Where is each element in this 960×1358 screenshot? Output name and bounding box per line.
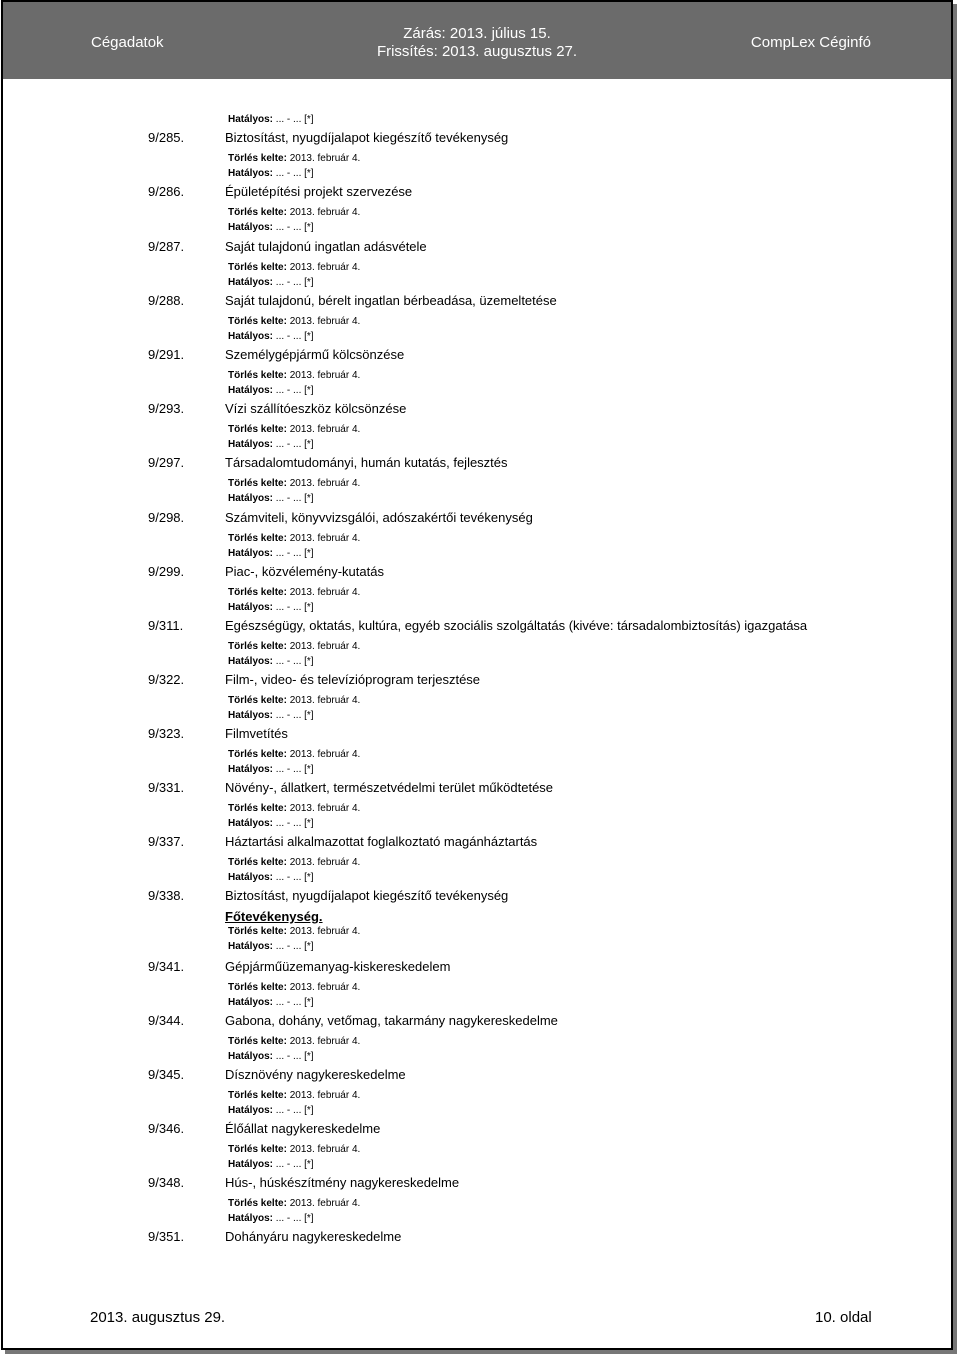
torles-label: Törlés kelte: <box>228 153 287 164</box>
torles-value: 2013. február 4. <box>289 803 361 814</box>
activity-title: Gabona, dohány, vetőmag, takarmány nagykereskedelme <box>225 1013 558 1028</box>
hatalyos-line <box>228 385 314 396</box>
hatalyos-line <box>228 656 314 667</box>
hatalyos-value: ... - ... [*] <box>275 277 314 288</box>
hatalyos-label: Hatályos: <box>228 114 274 125</box>
torles-label: Törlés kelte: <box>228 1198 287 1209</box>
hatalyos-line <box>228 872 314 883</box>
hatalyos-label: Hatályos: <box>228 941 274 952</box>
hatalyos-label: Hatályos: <box>228 656 274 667</box>
activity-title: Film-, video- és televízióprogram terjesztése <box>225 672 481 687</box>
torles-line <box>228 695 360 706</box>
torles-label: Törlés kelte: <box>228 803 287 814</box>
torles-line <box>228 641 360 652</box>
hatalyos-label: Hatályos: <box>228 548 274 559</box>
hatalyos-line <box>228 222 314 233</box>
torles-value: 2013. február 4. <box>289 370 361 381</box>
torles-value: 2013. február 4. <box>289 857 361 868</box>
torles-value: 2013. február 4. <box>289 1036 361 1047</box>
activity-title: Élőállat nagykereskedelme <box>225 1121 381 1136</box>
torles-value: 2013. február 4. <box>289 587 361 598</box>
activity-number: 9/286. <box>148 184 185 199</box>
activity-title: Saját tulajdonú ingatlan adásvétele <box>225 239 427 254</box>
torles-label: Törlés kelte: <box>228 478 287 489</box>
torles-label: Törlés kelte: <box>228 424 287 435</box>
hatalyos-line <box>228 1105 314 1116</box>
page-header <box>3 2 951 79</box>
activity-number: 9/344. <box>148 1013 185 1028</box>
activity-number: 9/345. <box>148 1067 185 1082</box>
hatalyos-line <box>228 818 314 829</box>
hatalyos-value: ... - ... [*] <box>275 222 314 233</box>
torles-value: 2013. február 4. <box>289 316 361 327</box>
torles-label: Törlés kelte: <box>228 641 287 652</box>
torles-line <box>228 1036 360 1047</box>
torles-line <box>228 1144 360 1155</box>
activity-number: 9/298. <box>148 510 185 525</box>
activity-title: Vízi szállítóeszköz kölcsönzése <box>225 401 407 416</box>
hatalyos-value: ... - ... [*] <box>275 114 314 125</box>
hatalyos-line <box>228 764 314 775</box>
torles-value: 2013. február 4. <box>289 1198 361 1209</box>
hatalyos-value: ... - ... [*] <box>275 1051 314 1062</box>
torles-line <box>228 982 360 993</box>
torles-value: 2013. február 4. <box>289 207 361 218</box>
hatalyos-value: ... - ... [*] <box>275 439 314 450</box>
hatalyos-line <box>228 331 314 342</box>
torles-value: 2013. február 4. <box>289 982 361 993</box>
activity-number: 9/293. <box>148 401 185 416</box>
activity-title: Egészségügy, oktatás, kultúra, egyéb szociális szolgáltatás (kivéve: társadalombiztosítás) igazgatása <box>225 618 808 633</box>
hatalyos-label: Hatályos: <box>228 168 274 179</box>
hatalyos-value: ... - ... [*] <box>275 710 314 721</box>
header-refresh-date: Frissítés: 2013. augusztus 27. <box>376 43 578 60</box>
activity-title: Gépjárműüzemanyag-kiskereskedelem <box>225 959 451 974</box>
activity-title: Piac-, közvélemény-kutatás <box>225 564 384 579</box>
torles-label: Törlés kelte: <box>228 207 287 218</box>
hatalyos-label: Hatályos: <box>228 439 274 450</box>
hatalyos-value: ... - ... [*] <box>275 385 314 396</box>
hatalyos-line <box>228 548 314 559</box>
hatalyos-value: ... - ... [*] <box>275 997 314 1008</box>
torles-line <box>228 533 360 544</box>
hatalyos-line <box>228 941 314 952</box>
activity-number: 9/311. <box>148 618 184 633</box>
torles-line <box>228 424 360 435</box>
torles-label: Törlés kelte: <box>228 262 287 273</box>
torles-line <box>228 749 360 760</box>
activity-number: 9/337. <box>148 834 185 849</box>
torles-label: Törlés kelte: <box>228 533 287 544</box>
torles-label: Törlés kelte: <box>228 370 287 381</box>
activity-title: Személygépjármű kölcsönzése <box>225 347 405 362</box>
hatalyos-label: Hatályos: <box>228 997 274 1008</box>
hatalyos-value: ... - ... [*] <box>275 872 314 883</box>
torles-label: Törlés kelte: <box>228 1036 287 1047</box>
hatalyos-label: Hatályos: <box>228 277 274 288</box>
torles-value: 2013. február 4. <box>289 533 361 544</box>
torles-label: Törlés kelte: <box>228 1144 287 1155</box>
hatalyos-label: Hatályos: <box>228 872 274 883</box>
hatalyos-label: Hatályos: <box>228 1213 274 1224</box>
torles-value: 2013. február 4. <box>289 749 361 760</box>
hatalyos-label: Hatályos: <box>228 385 274 396</box>
activity-title: Dísznövény nagykereskedelme <box>225 1067 406 1082</box>
torles-line <box>228 262 360 273</box>
torles-line <box>228 1198 360 1209</box>
main-activity-note: Főtevékenység. <box>225 909 323 924</box>
activity-number: 9/288. <box>148 293 185 308</box>
hatalyos-label: Hatályos: <box>228 331 274 342</box>
activity-number: 9/323. <box>148 726 185 741</box>
hatalyos-value: ... - ... [*] <box>275 548 314 559</box>
hatalyos-value: ... - ... [*] <box>275 656 314 667</box>
hatalyos-label: Hatályos: <box>228 1051 274 1062</box>
header-right-title: CompLex Céginfó <box>750 34 871 51</box>
activity-number: 9/299. <box>148 564 185 579</box>
torles-line <box>228 926 360 937</box>
torles-label: Törlés kelte: <box>228 695 287 706</box>
hatalyos-line <box>228 493 314 504</box>
torles-label: Törlés kelte: <box>228 316 287 327</box>
torles-value: 2013. február 4. <box>289 641 361 652</box>
torles-value: 2013. február 4. <box>289 478 361 489</box>
hatalyos-value: ... - ... [*] <box>275 331 314 342</box>
activity-title: Számviteli, könyvvizsgálói, adószakértői tevékenység <box>225 510 533 525</box>
hatalyos-line <box>228 168 314 179</box>
torles-line <box>228 857 360 868</box>
torles-line <box>228 478 360 489</box>
activity-number: 9/291. <box>148 347 185 362</box>
hatalyos-label: Hatályos: <box>228 493 274 504</box>
activity-title: Társadalomtudományi, humán kutatás, fejlesztés <box>225 455 508 470</box>
torles-value: 2013. február 4. <box>289 1144 361 1155</box>
hatalyos-value: ... - ... [*] <box>275 764 314 775</box>
hatalyos-value: ... - ... [*] <box>275 168 314 179</box>
activity-title: Biztosítást, nyugdíjalapot kiegészítő tevékenység <box>225 888 509 903</box>
torles-label: Törlés kelte: <box>228 1090 287 1101</box>
torles-line <box>228 316 360 327</box>
hatalyos-label: Hatályos: <box>228 764 274 775</box>
hatalyos-value: ... - ... [*] <box>275 602 314 613</box>
hatalyos-label: Hatályos: <box>228 710 274 721</box>
torles-value: 2013. február 4. <box>289 424 361 435</box>
torles-line <box>228 153 360 164</box>
hatalyos-line <box>228 1213 314 1224</box>
torles-value: 2013. február 4. <box>289 1090 361 1101</box>
activity-number: 9/351. <box>148 1229 185 1244</box>
torles-label: Törlés kelte: <box>228 982 287 993</box>
activity-title: Hús-, húskészítmény nagykereskedelme <box>225 1175 460 1190</box>
hatalyos-label: Hatályos: <box>228 818 274 829</box>
footer-date: 2013. augusztus 29. <box>90 1309 226 1326</box>
hatalyos-line <box>228 277 314 288</box>
hatalyos-value: ... - ... [*] <box>275 1213 314 1224</box>
hatalyos-value: ... - ... [*] <box>275 941 314 952</box>
hatalyos-line <box>228 602 314 613</box>
activity-number: 9/346. <box>148 1121 185 1136</box>
activity-title: Dohányáru nagykereskedelme <box>225 1229 402 1244</box>
activity-number: 9/285. <box>148 130 185 145</box>
hatalyos-line <box>228 1051 314 1062</box>
torles-line <box>228 587 360 598</box>
torles-value: 2013. február 4. <box>289 926 361 937</box>
torles-line <box>228 803 360 814</box>
activity-title: Biztosítást, nyugdíjalapot kiegészítő tevékenység <box>225 130 509 145</box>
torles-line <box>228 370 360 381</box>
hatalyos-value: ... - ... [*] <box>275 493 314 504</box>
hatalyos-line <box>228 1159 314 1170</box>
activity-title: Filmvetítés <box>225 726 288 741</box>
torles-line <box>228 207 360 218</box>
activity-title: Épületépítési projekt szervezése <box>225 184 413 199</box>
activity-number: 9/341. <box>148 959 185 974</box>
torles-label: Törlés kelte: <box>228 587 287 598</box>
activity-title: Háztartási alkalmazottat foglalkoztató magánháztartás <box>225 834 538 849</box>
torles-label: Törlés kelte: <box>228 926 287 937</box>
hatalyos-line <box>228 997 314 1008</box>
hatalyos-value: ... - ... [*] <box>275 1159 314 1170</box>
torles-label: Törlés kelte: <box>228 749 287 760</box>
activity-number: 9/322. <box>148 672 185 687</box>
torles-value: 2013. február 4. <box>289 262 361 273</box>
hatalyos-label: Hatályos: <box>228 222 274 233</box>
hatalyos-label: Hatályos: <box>228 1159 274 1170</box>
torles-line <box>228 1090 360 1101</box>
activity-title: Növény-, állatkert, természetvédelmi terület működtetése <box>225 780 554 795</box>
hatalyos-label: Hatályos: <box>228 1105 274 1116</box>
hatalyos-line <box>228 439 314 450</box>
torles-label: Törlés kelte: <box>228 857 287 868</box>
activity-title: Saját tulajdonú, bérelt ingatlan bérbeadása, üzemeltetése <box>225 293 557 308</box>
top-hatalyos-line <box>228 114 314 125</box>
torles-value: 2013. február 4. <box>289 153 361 164</box>
hatalyos-value: ... - ... [*] <box>275 1105 314 1116</box>
activity-number: 9/287. <box>148 239 185 254</box>
header-left-title: Cégadatok <box>91 34 164 51</box>
activity-number: 9/297. <box>148 455 185 470</box>
torles-value: 2013. február 4. <box>289 695 361 706</box>
footer-page-number: 10. oldal <box>815 1309 872 1326</box>
activity-number: 9/331. <box>148 780 185 795</box>
header-closing-date: Zárás: 2013. július 15. <box>403 25 551 42</box>
hatalyos-line <box>228 710 314 721</box>
hatalyos-label: Hatályos: <box>228 602 274 613</box>
activity-number: 9/348. <box>148 1175 185 1190</box>
activity-number: 9/338. <box>148 888 185 903</box>
hatalyos-value: ... - ... [*] <box>275 818 314 829</box>
